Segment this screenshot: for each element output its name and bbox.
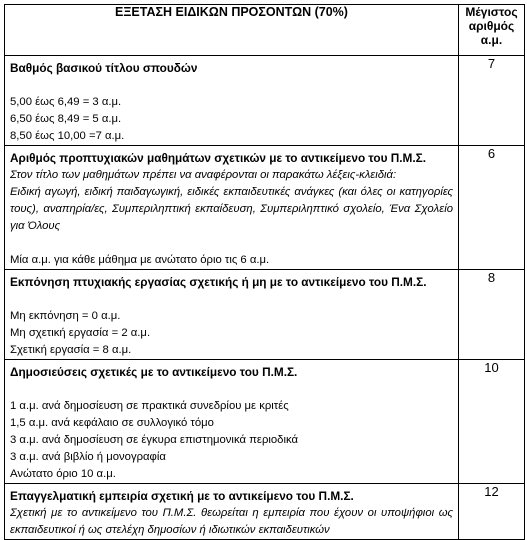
criterion-cell bbox=[5, 146, 459, 270]
row-italic-paragraph: Ειδική αγωγή, ειδική παιδαγωγική, ειδικές εκπαιδευτικές ανάγκες (και όλες οι κατηγορίες τους), αναπηρία/ες, Συμπεριληπτική εκπαίδευση, Συμπεριληπτικό σχολείο, Ένα Σχολείο για Όλους bbox=[10, 186, 453, 232]
max-points-cell: 7 bbox=[459, 56, 525, 146]
row-title: Δημοσιεύσεις σχετικές με το αντικείμενο του Π.Μ.Σ. bbox=[10, 365, 298, 379]
criterion-cell bbox=[5, 360, 459, 484]
row-line: 3 α.μ. ανά βιβλίο ή μονογραφία bbox=[10, 451, 166, 463]
criterion-cell bbox=[5, 56, 459, 146]
row-title: Βαθμός βασικού τίτλου σπουδών bbox=[10, 61, 198, 75]
max-points-cell: 12 bbox=[459, 484, 525, 540]
header-max-line-3: α.μ. bbox=[480, 33, 503, 47]
row-line: 1,5 α.μ. ανά κεφάλαιο σε συλλογικό τόμο bbox=[10, 417, 214, 429]
header-max-line-2: αριθμός bbox=[468, 19, 515, 33]
row-title: Εκπόνηση πτυχιακής εργασίας σχετικής ή μη με το αντικείμενο του Π.Μ.Σ. bbox=[10, 275, 427, 289]
row-line: 3 α.μ. ανά δημοσίευση σε έγκυρα επιστημονικά περιοδικά bbox=[10, 434, 299, 446]
row-line: 5,00 έως 6,49 = 3 α.μ. bbox=[10, 96, 122, 108]
criteria-table bbox=[4, 4, 525, 540]
row-title: Αριθμός προπτυχιακών μαθημάτων σχετικών με το αντικείμενο του Π.Μ.Σ. bbox=[10, 151, 426, 165]
row-line: 8,50 έως 10,00 =7 α.μ. bbox=[10, 130, 125, 142]
table-row bbox=[5, 484, 525, 540]
table-row bbox=[5, 270, 525, 360]
table-row bbox=[5, 360, 525, 484]
row-italic-paragraph: Σχετική με το αντικείμενο του Π.Μ.Σ. θεωρείται η εμπειρία που έχουν οι υποψήφιοι ως εκπαιδευτικοί ή ως στελέχη δημοσίων ή ιδιωτικών εκπαιδευτικών bbox=[10, 507, 453, 536]
row-title: Επαγγελματική εμπειρία σχετική με το αντικείμενο του Π.Μ.Σ. bbox=[10, 489, 354, 503]
table-row bbox=[5, 146, 525, 270]
max-points-cell: 10 bbox=[459, 360, 525, 484]
row-line: Μη εκπόνηση = 0 α.μ. bbox=[10, 310, 121, 322]
header-max-line-1: Μέγιστος bbox=[465, 5, 518, 19]
header-criterion: ΕΞΕΤΑΣΗ ΕΙΔΙΚΩΝ ΠΡΟΣΟΝΤΩΝ (70%) bbox=[5, 5, 459, 56]
max-points-cell: 8 bbox=[459, 270, 525, 360]
table-header-row bbox=[5, 5, 525, 56]
max-points-cell: 6 bbox=[459, 146, 525, 270]
row-line: 6,50 έως 8,49 = 5 α.μ. bbox=[10, 113, 122, 125]
criterion-cell bbox=[5, 270, 459, 360]
row-note: Μία α.μ. για κάθε μάθημα με ανώτατο όριο τις 6 α.μ. bbox=[10, 254, 270, 266]
row-line: Μη σχετική εργασία = 2 α.μ. bbox=[10, 327, 151, 339]
table-row bbox=[5, 56, 525, 146]
row-line: Ανώτατο όριο 10 α.μ. bbox=[10, 468, 116, 480]
row-line: Σχετική εργασία = 8 α.μ. bbox=[10, 344, 132, 356]
header-max-points bbox=[459, 5, 525, 56]
criterion-cell bbox=[5, 484, 459, 540]
row-line: 1 α.μ. ανά δημοσίευση σε πρακτικά συνεδρίου με κριτές bbox=[10, 400, 289, 412]
row-italic-line: Στον τίτλο των μαθημάτων πρέπει να αναφέρονται οι παρακάτω λέξεις-κλειδιά: bbox=[10, 169, 397, 181]
